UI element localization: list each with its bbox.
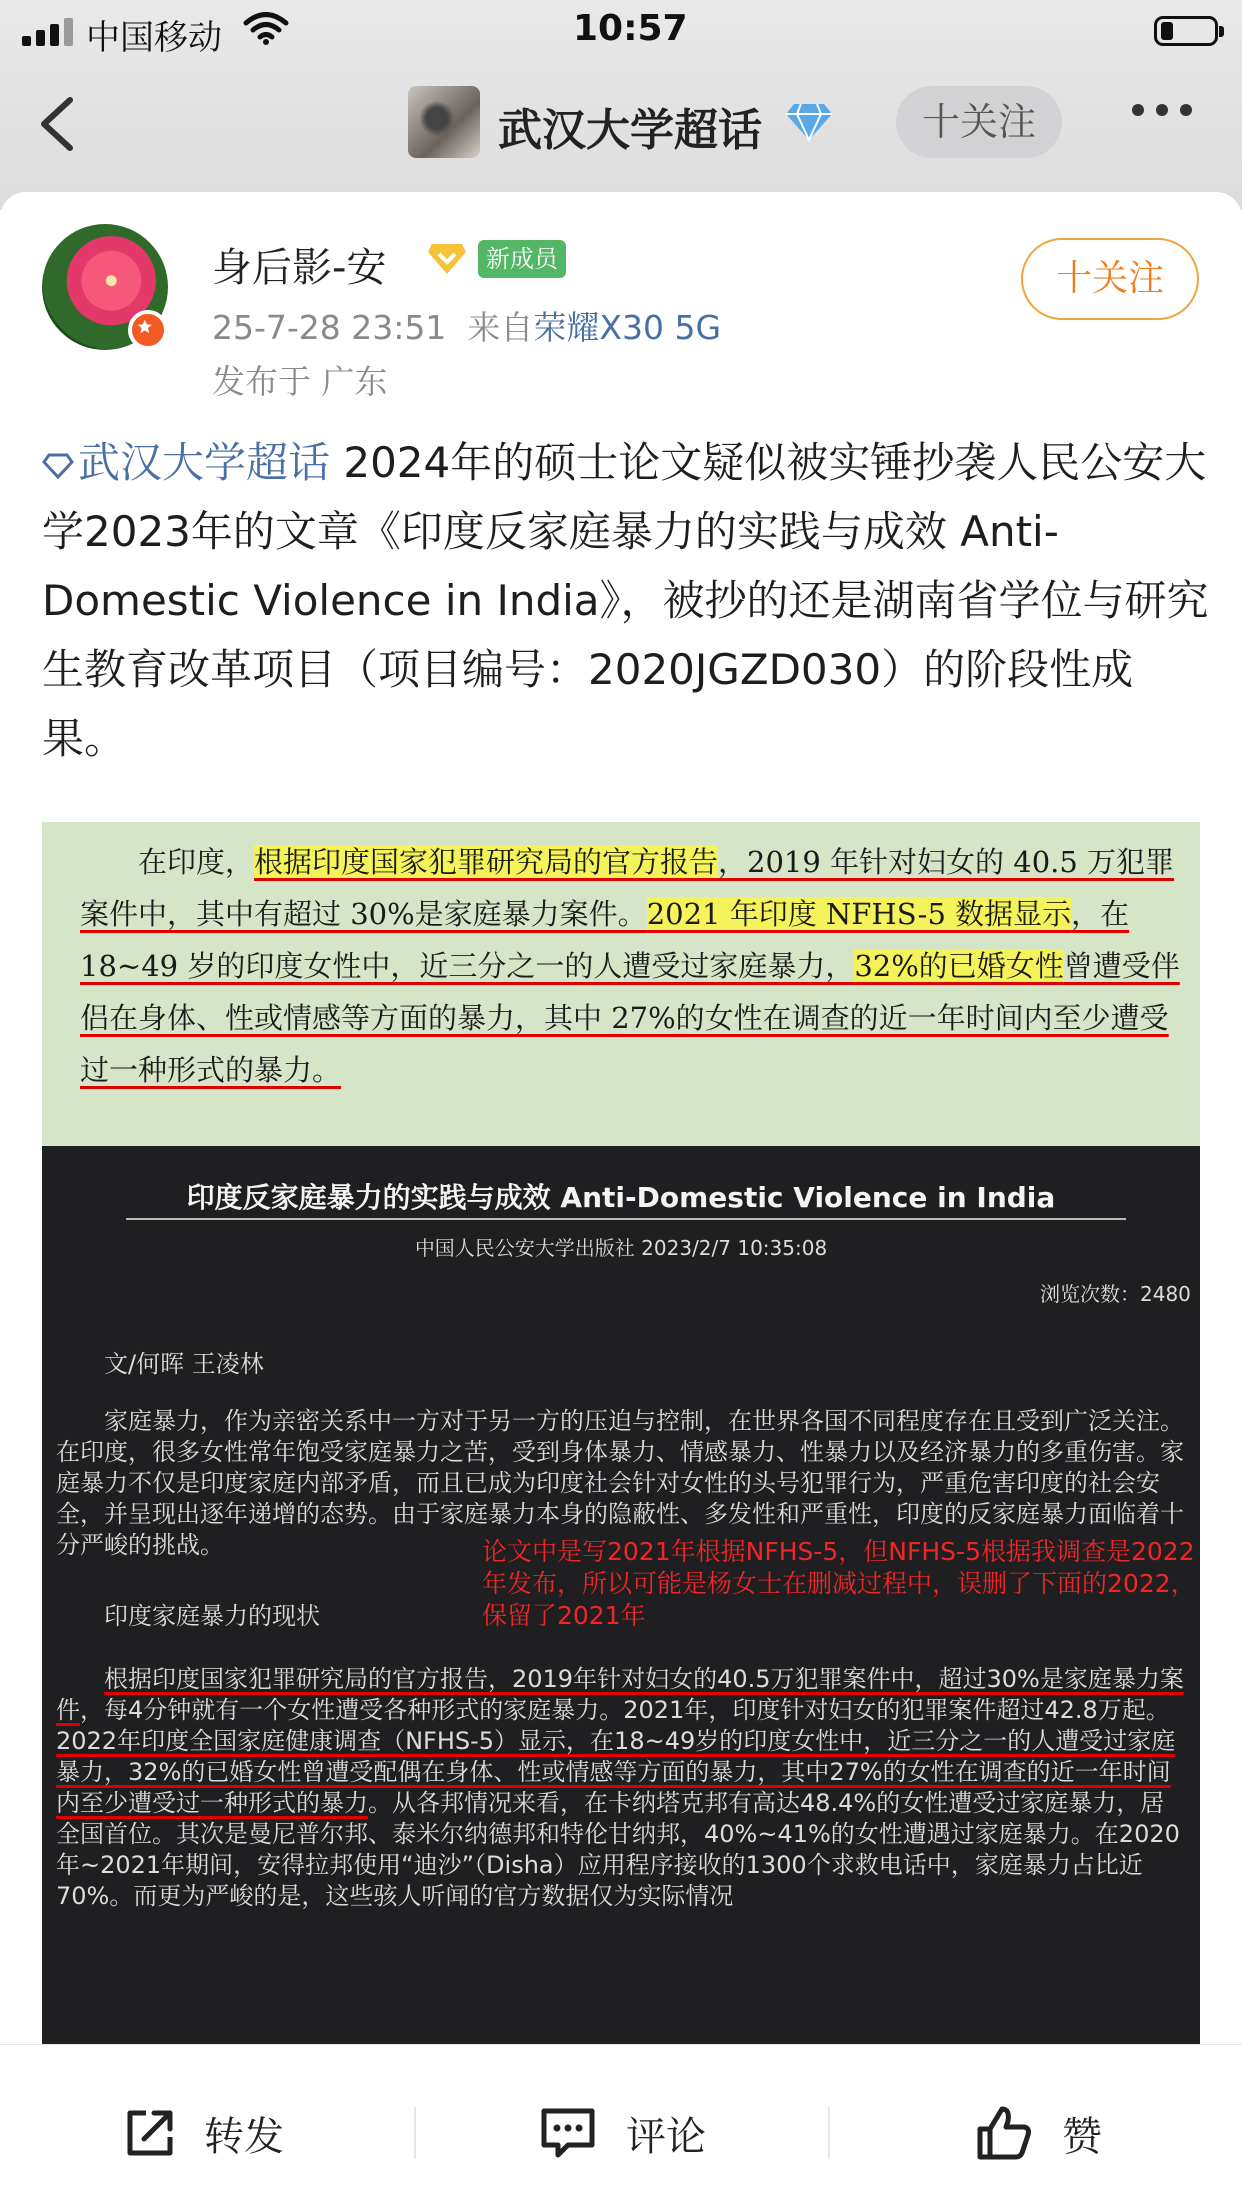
article-section-heading: 印度家庭暴力的现状 [104,1602,320,1630]
thesis-text: 在印度， [138,845,255,879]
separator [414,2107,416,2159]
article-divider [126,1218,1126,1220]
super-topic-diamond-icon [784,100,834,144]
super-topic-tag-icon [42,452,74,480]
comment-icon [538,2105,598,2161]
comment-button[interactable] [538,2103,706,2163]
like-button[interactable] [974,2103,1102,2163]
battery-icon [1154,16,1218,46]
thumbs-up-icon [974,2103,1034,2163]
thesis-paragraph [80,836,1180,1096]
status-bar [0,0,1242,62]
post-text [42,428,1212,773]
thesis-text: 曾遭受伴侣在身体、性或情感等方面的暴力，其中 27%的女性在调查的近一年时间内至少遭受过一种形式的暴力。 [80,949,1180,1087]
topic-follow-button[interactable]: 十关注 [896,86,1062,158]
separator [828,2107,830,2159]
signal-icon [22,18,73,46]
author-name[interactable]: 身后影-安 [212,245,387,291]
post-location: 发布于 广东 [212,362,388,401]
post-image[interactable] [42,822,1200,2044]
wifi-icon [243,12,289,46]
article-publisher: 中国人民公安大学出版社 2023/2/7 10:35:08 [414,1236,828,1260]
topic-thumbnail[interactable] [408,86,480,158]
repost-label: 转发 [204,2113,284,2160]
post-meta [212,302,721,349]
thesis-highlight: 根据印度国家犯罪研究局的官方报告 [254,845,719,879]
verified-badge-icon [128,310,168,350]
more-icon[interactable] [1132,104,1192,116]
article-screenshot [42,1146,1200,2044]
topic-tag-link[interactable]: 武汉大学超话 [78,438,331,487]
thesis-text: ，在 18~49 岁的印度女性中，近三分之一的人遭受过家庭暴力， [80,897,1130,983]
clock: 10:57 [573,8,688,49]
article-underlined-text: 2022年印度全国家庭健康调查（NFHS-5）显示，在18~49岁的印度女性中，近三分之一的人遭受过家庭暴力，32%的已婚女性曾遭受配偶在身体、性或情感等方面的暴力，其中27%的女性在调查的近一年时间内至少遭受过一种形式的暴力 [56,1727,1176,1817]
article-text: 。从各邦情况来看，在卡纳塔克邦有高达48.4%的女性遭受过家庭暴力，居全国首位。其次是曼尼普尔邦、泰米尔纳德邦和特伦甘纳邦，40%~41%的女性遭遇过家庭暴力。在2020年~2021年期间，安得拉邦使用“迪沙”（Disha）应用程序接收的1300个求救电话中，家庭暴力占比近70%。而更为严峻的是，这些骇人听闻的官方数据仅为实际情况 [56,1789,1180,1910]
article-text: 家庭暴力，作为亲密关系中一方对于另一方的压迫与控制，在世界各国不同程度存在且受到广泛关注。在印度，很多女性常年饱受家庭暴力之苦，受到身体暴力、情感暴力、性暴力以及经济暴力的多重伤害。家庭暴力不仅是印度家庭内部矛盾，而且已成为印度社会针对女性的头号犯罪行为，严重危害印度的社会安全，并呈现出逐年递增的态势。由于家庭暴力本身的隐蔽性、多发性和严重性，印度的反家庭暴力面临着十分严峻的挑战。 [56,1407,1184,1559]
like-label: 赞 [1062,2113,1102,2160]
thesis-highlight: 32%的已婚女性 [854,949,1064,983]
article-paragraph [56,1664,1186,1912]
device-link[interactable]: 荣耀X30 5G [533,308,722,347]
share-icon [124,2107,176,2159]
carrier-name: 中国移动 [86,18,222,58]
nav-bar [0,64,1242,184]
follow-author-button[interactable]: 十关注 [1021,238,1199,320]
article-text: ，每4分钟就有一个女性遭受各种形式的家庭暴力。2021年，印度针对妇女的犯罪案件超过42.8万起。 [80,1696,1170,1724]
user-level-icon [426,240,468,278]
thesis-excerpt [42,822,1200,1146]
action-bar [0,2044,1242,2209]
topic-title[interactable]: 武汉大学超话 [498,105,762,156]
article-views: 浏览次数：2480 [1040,1282,1191,1306]
article-underlined-text: 根据印度国家犯罪研究局的官方报告，2019年针对妇女的40.5万犯罪案件中，超过30%是家庭暴力案件 [56,1665,1184,1724]
source-prefix: 来自 [467,308,534,347]
red-annotation: 论文中是写2021年根据NFHS-5，但NFHS-5根据我调查是2022年发布，所以可能是杨女士在删减过程中，误删了下面的2022，保留了2021年 [482,1537,1196,1630]
member-badge: 新成员 [478,240,566,278]
back-arrow-icon[interactable] [30,94,86,154]
comment-label: 评论 [626,2113,706,2160]
repost-button[interactable] [124,2103,284,2163]
post-timestamp: 25-7-28 23:51 [212,308,447,347]
article-author: 文/何晖 王凌林 [104,1350,264,1378]
thesis-highlight: 2021 年印度 NFHS-5 数据显示 [646,897,1072,931]
article-title: 印度反家庭暴力的实践与成效 Anti-Domestic Violence in India [186,1181,1056,1214]
thesis-text: ，2019 年针对妇女的 40.5 万犯罪案件中，其中有超过 30%是家庭暴力案件。 [80,845,1175,931]
post-body: 2024年的硕士论文疑似被实锤抄袭人民公安大学2023年的文章《印度反家庭暴力的实践与成效 Anti-Domestic Violence in India》，被抄的还是湖南省学位与研究生教育改革项目（项目编号：2020JGZD030）的阶段性成果。 [42,438,1209,763]
